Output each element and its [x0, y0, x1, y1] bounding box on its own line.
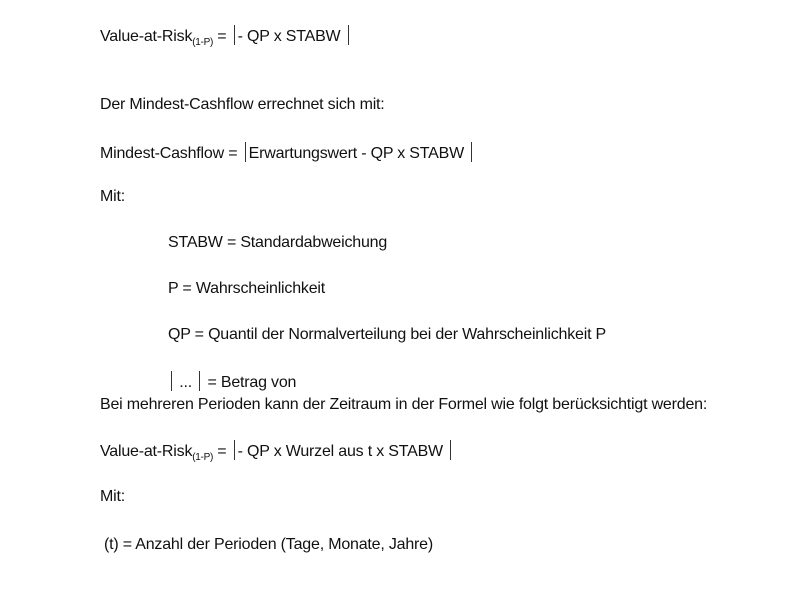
abs-bar-left: [171, 371, 172, 391]
var-label: Value-at-Risk: [100, 443, 193, 460]
abs-bar-right: [199, 371, 200, 391]
definition-betrag: [168, 371, 296, 393]
betrag-text: = Betrag von: [207, 374, 297, 391]
mindest-label: Mindest-Cashflow =: [100, 145, 238, 162]
var-perioden-formula: [100, 440, 454, 468]
var-subscript: (1-P): [192, 37, 213, 48]
mindest-formula: [100, 142, 475, 164]
abs-bar-left: [234, 440, 235, 460]
mit-heading: Mit:: [100, 188, 125, 205]
definition-stabw: STABW = Standardabweichung: [168, 234, 388, 251]
var-formula: [100, 25, 352, 53]
mindest-intro: Der Mindest-Cashflow errechnet sich mit:: [100, 96, 385, 113]
abs-bar-right: [348, 25, 349, 45]
var-subscript: (1-P): [192, 452, 213, 463]
equals-sign: =: [217, 443, 227, 460]
abs-bar-left: [234, 25, 235, 45]
betrag-ellipsis: ...: [175, 374, 192, 391]
definition-t: (t) = Anzahl der Perioden (Tage, Monate, Jahre): [104, 536, 434, 553]
var-label: Value-at-Risk: [100, 28, 193, 45]
abs-bar-right: [450, 440, 451, 460]
perioden-intro: Bei mehreren Perioden kann der Zeitraum in der Formel wie folgt berücksichtigt werden:: [100, 396, 708, 413]
definition-qp: QP = Quantil der Normalverteilung bei der Wahrscheinlichkeit P: [168, 326, 607, 343]
mit-heading-2: Mit:: [100, 488, 125, 505]
equals-sign: =: [217, 28, 227, 45]
var-expression: - QP x STABW: [237, 28, 341, 45]
var-perioden-expression: - QP x Wurzel aus t x STABW: [237, 443, 443, 460]
definition-p: P = Wahrscheinlichkeit: [168, 280, 326, 297]
mindest-expression: Erwartungswert - QP x STABW: [248, 145, 464, 162]
abs-bar-right: [471, 142, 472, 162]
abs-bar-left: [245, 142, 246, 162]
